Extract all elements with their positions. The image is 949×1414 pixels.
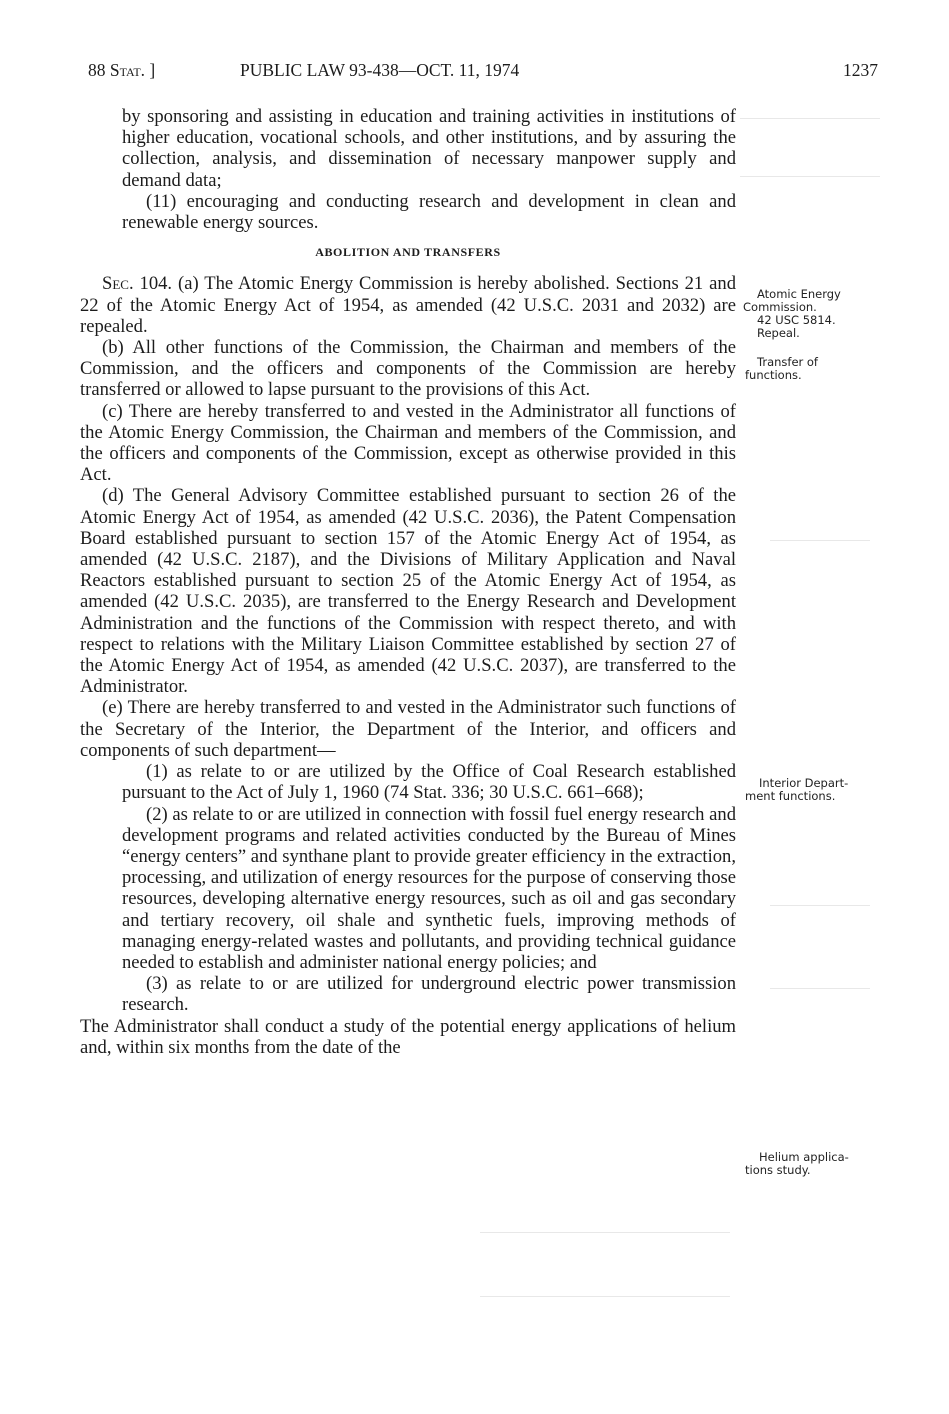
body-text: [80, 106, 736, 1058]
bleed-through-line: [740, 176, 880, 177]
margin-note-line: Repeal.: [757, 326, 800, 340]
paragraph-continuation: by sponsoring and assisting in education and training activities in institutions of higher education, vocational schools, and other institutions, and by assuring the collection, analysis, and dissemination of necessary manpower supply and demand data;: [122, 106, 736, 191]
clause-e-2: (2) as relate to or are utilized in connection with fossil fuel energy research and development programs and related activities conducted by the Bureau of Mines “energy centers” and synthane plant to provide greater efficiency in the extraction, processing, and utilization of energy resources for the purpose of conserving those resources, developing alternative energy resources, such as oil and gas secondary and tertiary recovery, oil shale and synthetic fuels, improving methods of managing energy-related wastes and pollutants, and providing technical guidance needed to establish and administer national energy policies; and: [122, 803, 736, 973]
header-page-number: 1237: [843, 60, 878, 80]
margin-note-transfer-of-functions: [745, 356, 818, 382]
header-statute-volume: 88 Stat. ]: [88, 60, 156, 80]
section-104-a: [80, 273, 736, 337]
clause-e-1: (1) as relate to or are utilized by the Office of Coal Research established pursuant to the Act of July 1, 1960 (74 Stat. 336; 30 U.S.C. 661–668);: [122, 761, 736, 804]
margin-note-line: tions study.: [745, 1163, 811, 1177]
helium-study-paragraph: The Administrator shall conduct a study of the potential energy applications of helium and, within six months from the date of the: [80, 1015, 736, 1058]
margin-note-line: Transfer of: [757, 355, 818, 369]
clause-11: (11) encouraging and conducting research and development in clean and renewable energy sources.: [122, 190, 736, 234]
section-heading: ABOLITION AND TRANSFERS: [315, 245, 501, 260]
margin-note-line: ment functions.: [745, 789, 836, 803]
section-104-e: (e) There are hereby transferred to and vested in the Administrator such functions of the Secretary of the Interior, the Department of the Interior, and officers and components of such department—: [80, 697, 736, 761]
section-104-b: (b) All other functions of the Commission, the Chairman and members of the Commission, and the officers and components of the Commission are hereby transferred or allowed to lapse pursuant to the provisions of this Act.: [80, 337, 736, 401]
bleed-through-line: [740, 118, 880, 119]
clause-e-3: (3) as relate to or are utilized for underground electric power transmission research.: [122, 973, 736, 1016]
section-label: Sec. 104.: [102, 273, 173, 295]
bleed-through-line: [480, 1296, 730, 1297]
bleed-through-line: [770, 905, 870, 906]
section-104-a-text: (a) The Atomic Energy Commission is hereby abolished. Sections 21 and 22 of the Atomic Energy Act of 1954, as amended (42 U.S.C. 2031 and 2032) are repealed.: [80, 273, 736, 337]
margin-note-helium: [745, 1151, 849, 1177]
margin-note-line: 42 USC 5814.: [757, 313, 836, 327]
margin-note-line: Interior Depart-: [759, 776, 849, 790]
page-header: [88, 60, 878, 84]
margin-note-interior-department: [745, 777, 848, 803]
bleed-through-line: [770, 988, 870, 989]
margin-note-line: Atomic Energy: [757, 287, 841, 301]
margin-note-atomic-energy: [743, 288, 841, 340]
section-104-d: (d) The General Advisory Committee established pursuant to section 26 of the Atomic Energy Act of 1954, as amended (42 U.S.C. 2036), the Patent Compensation Board established pursuant to section 157 of the Atomic Energy Act of 1954, as amended (42 U.S.C. 2187), and the Divisions of Military Application and Naval Reactors established pursuant to section 25 of the Atomic Energy Act of 1954, as amended (42 U.S.C. 2035), are transferred to the Energy Research and Development Administration and the functions of the Commission with respect thereto, and with respect to relations with the Military Liaison Committee established by section 27 of the Atomic Energy Act of 1954, as amended (42 U.S.C. 2037), are transferred to the Administrator.: [80, 485, 736, 698]
section-104-c: (c) There are hereby transferred to and vested in the Administrator all functions of the Atomic Energy Commission, the Chairman and members of the Commission, and the officers and components of the Commission, except as otherwise provided in this Act.: [80, 400, 736, 486]
bleed-through-line: [480, 1232, 730, 1233]
header-law-title: PUBLIC LAW 93-438—OCT. 11, 1974: [240, 60, 520, 80]
margin-note-line: Helium applica-: [759, 1150, 849, 1164]
margin-note-line: functions.: [745, 368, 802, 382]
bleed-through-line: [770, 540, 870, 541]
margin-note-line: Commission.: [743, 300, 817, 314]
